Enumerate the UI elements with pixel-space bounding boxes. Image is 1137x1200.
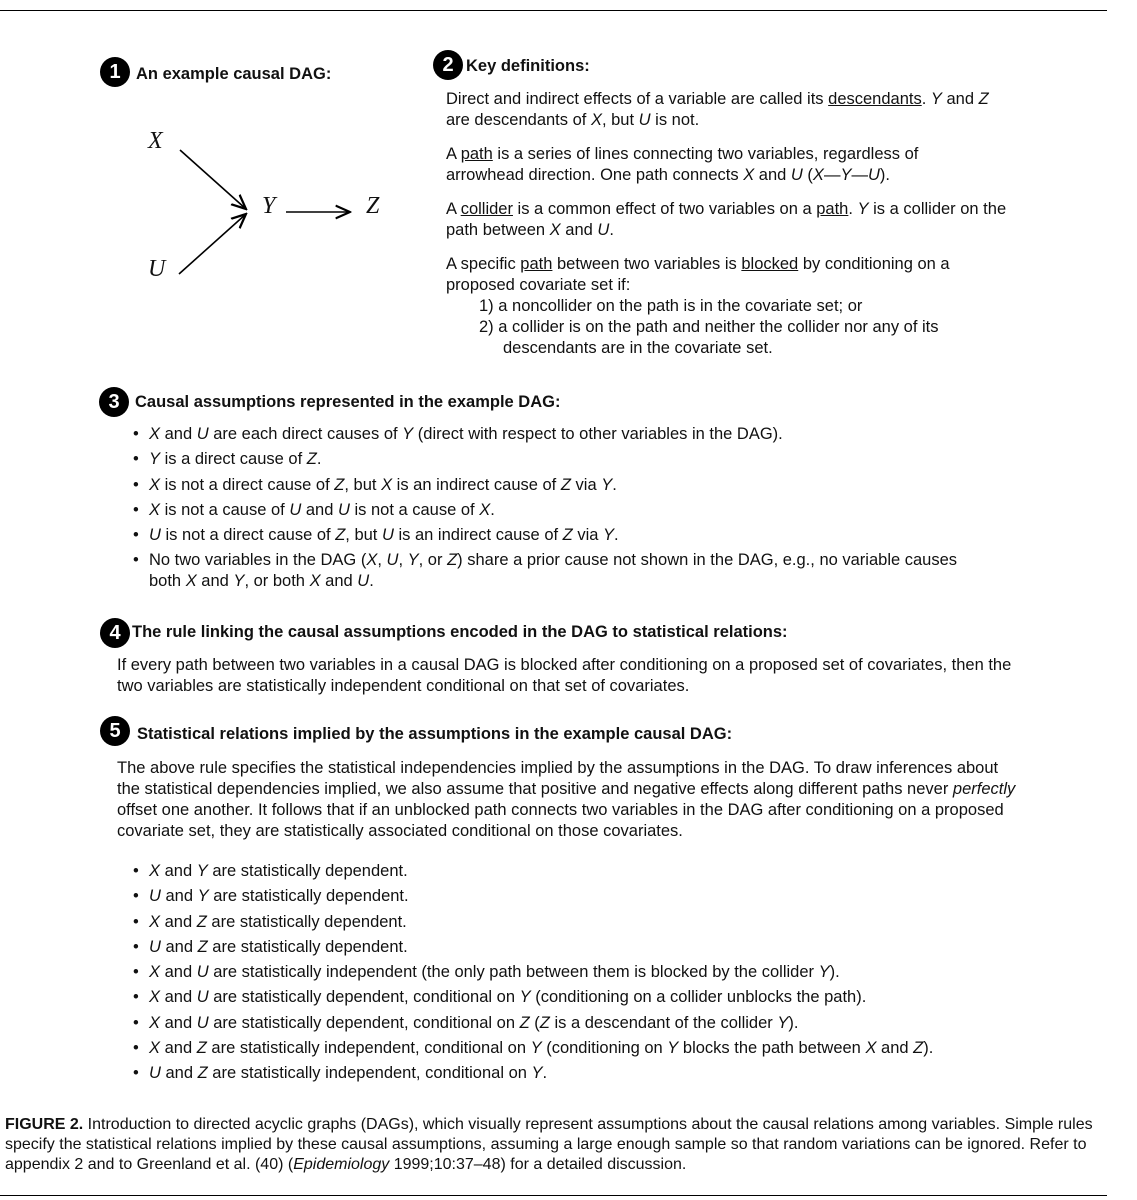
edge-u-y (179, 214, 246, 274)
dag-node-x: X (148, 128, 163, 154)
list-item: • X and U are statistically independent (the only path between them is blocked by the collider Y). (133, 960, 1013, 985)
blocked-condition-2: 2) a collider is on the path and neither the collider nor any of its descendants are in the covariate set. (479, 318, 939, 357)
list-item: • X and Z are statistically dependent. (133, 910, 1013, 935)
list-item: • U is not a direct cause of Z, but U is an indirect cause of Z via Y. (133, 523, 973, 548)
statistical-relations-list (133, 859, 1013, 1087)
dag-node-u: U (148, 256, 166, 282)
list-item: • X and U are statistically dependent, conditional on Z (Z is a descendant of the collider Y). (133, 1011, 1013, 1036)
figure-caption (5, 1115, 1115, 1175)
dag-edges (0, 0, 400, 300)
blocked-condition-1: 1) a noncollider on the path is in the covariate set; or (479, 297, 863, 315)
section-4-title: The rule linking the causal assumptions encoded in the DAG to statistical relations: (132, 623, 788, 641)
section-2-number-badge: 2 (433, 50, 463, 80)
list-item: • X is not a direct cause of Z, but X is an indirect cause of Z via Y. (133, 473, 973, 498)
list-item: • X and U are each direct causes of Y (direct with respect to other variables in the DAG). (133, 422, 973, 447)
list-item: • No two variables in the DAG (X, U, Y, or Z) share a prior cause not shown in the DAG, e.g., no variable causes both X and Y, or both X and U. (133, 550, 973, 592)
list-item: • X is not a cause of U and U is not a cause of X. (133, 498, 973, 523)
edge-x-y (180, 150, 246, 209)
definition-collider: A collider is a common effect of two variables on a path. Y is a collider on the path between X and U. (446, 200, 1007, 239)
caption-text: Introduction to directed acyclic graphs (DAGs), which visually represent assumptions about the causal relations among variables. Simple rules specify the statistical relations implied by these causal assumptions, assuming a large enough sample so that random variations can be ignored. Refer to appendix 2 and to Greenland et al. (40) (Epidemiology 1999;10:37–48) for a detailed discussion. (5, 1116, 1093, 1173)
definition-descendants: Direct and indirect effects of a variable are called its descendants. Y and Z are descendants of X, but U is not. (446, 90, 989, 129)
list-item: • X and Z are statistically independent, conditional on Y (conditioning on Y blocks the path between X and Z). (133, 1036, 1013, 1061)
caption-label: FIGURE 2. (5, 1116, 84, 1133)
section-5-title: Statistical relations implied by the assumptions in the example causal DAG: (137, 725, 733, 743)
list-item: • U and Z are statistically independent, conditional on Y. (133, 1061, 1013, 1086)
section-2-title: Key definitions: (466, 57, 590, 75)
dag-node-z: Z (366, 193, 380, 219)
list-item: • U and Y are statistically dependent. (133, 884, 1013, 909)
dag-node-y: Y (262, 193, 276, 219)
section-4-number-badge: 4 (100, 618, 130, 648)
list-item: • Y is a direct cause of Z. (133, 447, 973, 472)
section-5-text: The above rule specifies the statistical independencies implied by the assumptions in the DAG. To draw inferences about the statistical dependencies implied, we also assume that positive and negative effects along different paths never perfectly offset one another. It follows that if an unblocked path connects two variables in the DAG after conditioning on a proposed covariate set, they are statistically associated conditional on those covariates. (117, 759, 1016, 840)
bottom-rule (0, 1195, 1107, 1196)
section-4-rule-text: If every path between two variables in a causal DAG is blocked after conditioning on a proposed set of covariates, then the two variables are statistically independent conditional on that set of covariates. (117, 656, 1012, 695)
causal-assumptions-list (133, 422, 973, 594)
definition-path: A path is a series of lines connecting two variables, regardless of arrowhead direction. One path connects X and U (X—Y—U). (446, 145, 919, 184)
list-item: • X and U are statistically dependent, conditional on Y (conditioning on a collider unblocks the path). (133, 985, 1013, 1010)
section-3-number-badge: 3 (99, 387, 129, 417)
list-item: • U and Z are statistically dependent. (133, 935, 1013, 960)
definition-blocked: A specific path between two variables is blocked by conditioning on a proposed covariate set if: (446, 255, 950, 294)
section-5-number-badge: 5 (100, 716, 130, 746)
section-1-title: An example causal DAG: (136, 65, 332, 83)
section-1-number-badge: 1 (100, 57, 130, 87)
list-item: • X and Y are statistically dependent. (133, 859, 1013, 884)
section-3-title: Causal assumptions represented in the example DAG: (135, 393, 561, 411)
